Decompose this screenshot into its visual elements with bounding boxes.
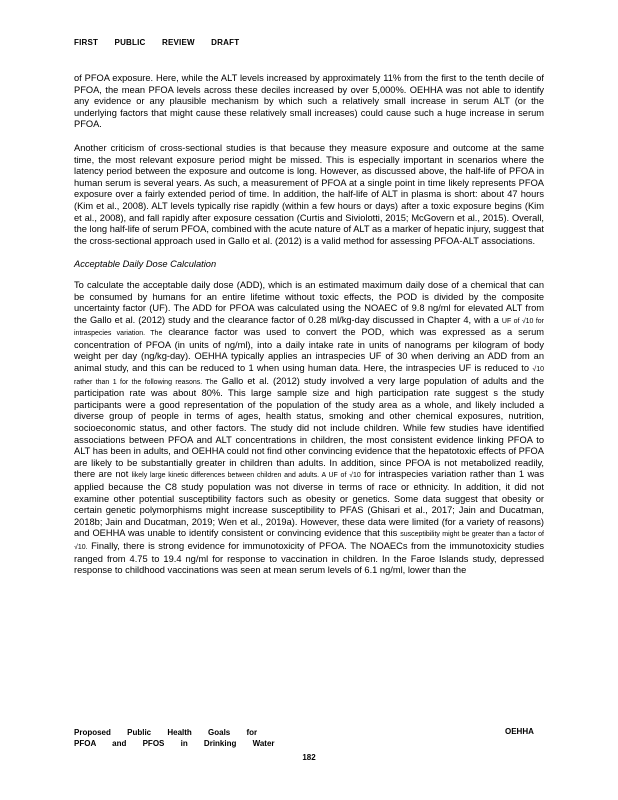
footer-title [74,727,275,749]
header-word: PUBLIC [114,38,146,47]
text-span: Gallo et al. (2012) study involved a very large population of adults and the participation rate was about 80%. This large sample size and high participation rate suggest s the study participants were a good representation of the population of the study area as a whole, and likely included a diverse group of people in terms of ages, health status, smoking and other chemical exposures, nutrition, socioeconomic status, and other factors. The study did not include children. While few studies have identified associations between PFOA and ALT concentrations in children, the most consistent evidence linking PFOA to ALT has been in adults, and OEHHA could not find other convincing evidence that the hepatotoxic effects of PFOA are likely to be substantially greater in children than adults. In addition, since PFOA is not metabolized readily, there are not [74,375,544,480]
text-span: clearance factor was used to convert the POD, which was expressed as a serum concentration of PFOA (in units of ng/ml), into a daily intake rate in units of nanograms per kilogram of body weight per day (ng/kg-day). OEHHA typically applies an intraspecies UF of 30 when deriving an ADD from an animal study, and this can be reduced to 1 when using human data. Here, the intraspecies UF is reduced to [74,327,544,374]
section-subheading: Acceptable Daily Dose Calculation [74,259,217,270]
text-span: Finally, there is strong evidence for immunotoxicity of PFOA. The NOAECs from the immunotoxicity studies ranged from 4.75 to 19.4 ng/ml for response to vaccination in children. In the Faroe Islands study, depressed response to childhood vaccinations was seen at mean serum levels of 6.1 ng/ml, lower than the [74,540,544,576]
header-word: DRAFT [211,38,240,47]
small-text-span: susceptibility might be greater than a factor of √10. [74,531,544,551]
draft-header [74,38,253,47]
text-span: To calculate the acceptable daily dose (ADD), which is an estimated maximum daily dose of a chemical that can be consumed by humans for an entire lifetime without toxic effects, the POD is divided by the composite uncertainty factor (UF). The ADD for PFOA was calculated using the NOAEC of 9.8 ng/ml for elevated ALT from the Gallo et al. (2012) study and the clearance factor of 0.28 ml/kg-day discussed in Chapter 4, with a [74,279,544,325]
small-text-span: likely large kinetic differences between children and adults. A UF of √10 [131,472,361,480]
paragraph: Another criticism of cross-sectional studies is that because they measure exposure and outcome at the same time, the most relevant exposure period might be missed. This is especially important in scenarios where the latency period between the exposure and outcome is long. However, as discussed above, the half-life of PFOA in human serum is several years. As such, a measurement of PFOA at a single point in time likely represents PFOA exposure over a fairly extended period of time. In addition, the half-life of ALT in plasma is short: about 47 hours (Kim et al., 2008). ALT levels typically rise rapidly (within a few hours or days) after a toxic exposure begins (Kim et al., 2008), and fall rapidly after exposure cessation (Curtis and Siviolotti, 2015; McGovern et al., 2015). Overall, the long half-life of serum PFOA, combined with the acute nature of ALT as a marker of hepatic injury, suggest that the cross-sectional approach used in Gallo et al. (2012) is a valid method for assessing PFOA-ALT associations. [74,142,544,246]
text-span: for intraspecies variation rather than 1 was applied because the C8 study population was not diverse in terms of race or ethnicity. In addition, it did not examine other potential susceptibility factors such as obesity or genetics. Some data suggest that obesity or certain genetic polymorphisms might increase susceptibility to PFAS (Ghisari et al., 2017; Jain and Ducatman, 2018b; Jain and Ducatman, 2019; Wen et al., 2019a). However, these data were limited (for a variety of reasons) and OEHHA was unable to identify consistent or convincing evidence that this [74,469,545,539]
header-word: REVIEW [161,38,195,47]
paragraph: of PFOA exposure. Here, while the ALT levels increased by approximately 11% from the first to the tenth decile of PFOA, the mean PFOA levels across these deciles increased by over 5,000%. OEHHA was not able to identify any evidence or any plausible mechanism by which such a relatively small increase in serum ALT (or the underlying factors that might cause these relatively small increases) could cause such a huge increase in serum PFOA. [74,73,544,130]
small-text-span: UF of √10 for intraspecies variation. The [74,317,544,338]
paragraph [74,280,544,577]
page-number: 182 [302,753,316,762]
body-text [74,73,544,589]
footer-agency: OEHHA [505,727,534,736]
footer-line: Proposed Public Health Goals for [74,728,258,737]
footer-line: PFOA and PFOS in Drinking Water [74,739,275,748]
header-word: FIRST [74,38,99,47]
small-text-span: √10 rather than 1 for the following reasons. The [74,366,544,386]
